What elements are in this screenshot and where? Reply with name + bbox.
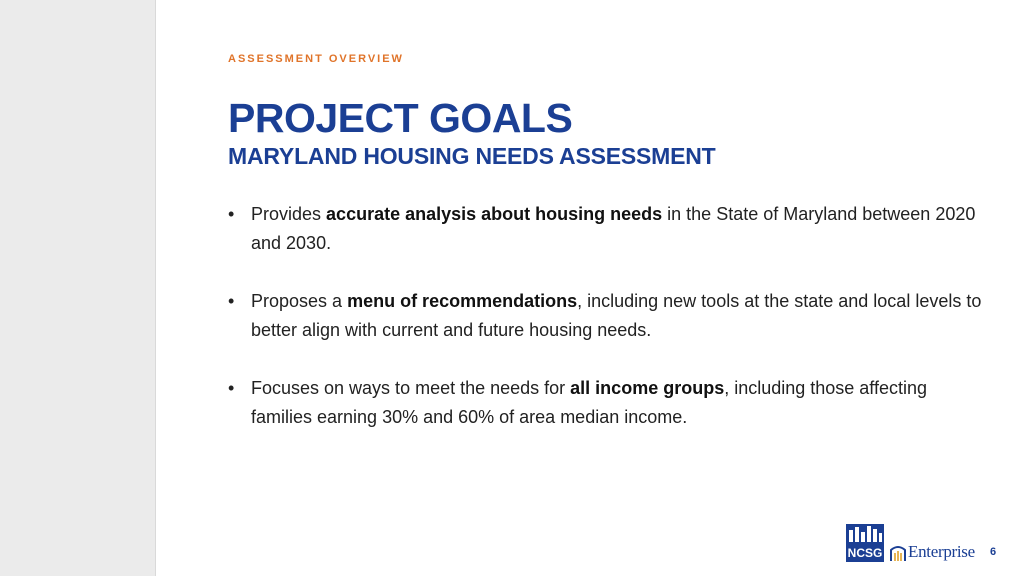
bullet-dot-icon: • <box>228 378 235 398</box>
page-title: PROJECT GOALS <box>228 95 573 141</box>
bullet-dot-icon: • <box>228 204 235 224</box>
page-number: 6 <box>990 546 997 558</box>
page-subtitle: MARYLAND HOUSING NEEDS ASSESSMENT <box>228 143 716 169</box>
footer-logos <box>846 524 975 562</box>
section-eyebrow: ASSESSMENT OVERVIEW <box>228 53 404 65</box>
enterprise-wordmark: Enterprise <box>908 542 975 561</box>
ncsg-logo-icon <box>846 524 884 562</box>
bullet-dot-icon: • <box>228 291 235 311</box>
enterprise-mark-icon <box>890 544 906 562</box>
bullet-item <box>228 287 988 345</box>
bullet-list <box>228 200 988 461</box>
bullet-text: Focuses on ways to meet the needs for all income groups, including those affecting families earning 30% and 60% of area median income. <box>251 378 928 427</box>
bullet-item <box>228 200 988 258</box>
ncsg-logo-text: NCSG <box>847 546 883 560</box>
bullet-text: Proposes a menu of recommendations, including new tools at the state and local levels to better align with current and future housing needs. <box>251 291 982 340</box>
bullet-item <box>228 374 988 432</box>
bullet-text: Provides accurate analysis about housing needs in the State of Maryland between 2020 and 2030. <box>251 204 976 253</box>
enterprise-logo <box>890 542 975 562</box>
title-block <box>228 96 716 170</box>
left-panel <box>0 0 156 576</box>
